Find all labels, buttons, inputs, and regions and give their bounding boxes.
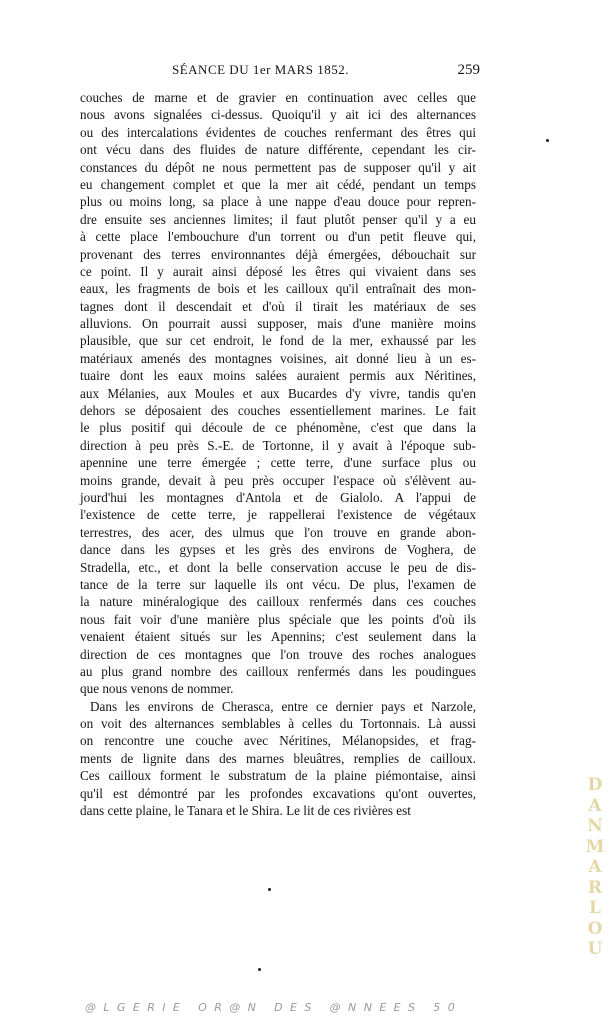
speck-mark — [546, 139, 549, 142]
side-stamp-letter: R — [587, 877, 603, 898]
side-stamp-letter: D — [587, 775, 603, 795]
text-line: apennine une terre émergée ; cette terre, d'une surface plus ou — [80, 455, 476, 471]
text-line: provenant des terres environnantes déjà émergées, débouchait sur — [80, 246, 476, 262]
text-line: qu'il est démontré par les profondes excavations qu'ont ouvertes, — [80, 785, 476, 801]
side-stamp-letter: M — [585, 836, 605, 857]
text-line: Ces cailloux forment le substratum de la plaine piémontaise, ainsi — [80, 768, 476, 784]
text-line: venaient étaient situés sur les Apennins; c'est seulement dans la — [80, 629, 476, 645]
text-line: Stradella, etc., et dont la belle conservation accuse le peu de dis- — [80, 559, 476, 575]
text-line: nous fait voir d'une manière plus spéciale que les points d'où ils — [80, 611, 476, 627]
running-head: SÉANCE DU 1er MARS 1852. — [172, 62, 350, 77]
side-stamp-letter: A — [588, 857, 602, 877]
speck-mark — [258, 968, 261, 971]
text-line: Dans les environs de Cherasca, entre ce dernier pays et Narzole, — [90, 698, 476, 714]
text-line: couches de marne et de gravier en continuation avec celles que — [80, 90, 476, 105]
text-line: constances du dépôt ne nous permettent pas de supposer qu'il y ait — [80, 159, 476, 175]
body-text — [80, 89, 476, 819]
text-line: la nature minéralogique des cailloux renfermés dans ces couches — [80, 594, 476, 610]
text-line: ou des intercalations évidentes de couches renfermant des êtres qui — [80, 124, 476, 140]
side-stamp-letter: L — [589, 898, 601, 918]
page-header — [80, 62, 480, 82]
text-line: on voit des alternances semblables à celles du Tortonnais. Là aussi — [80, 716, 476, 732]
text-line: le plus positif qui découle de ce phénomène, c'est que dans la — [80, 420, 476, 436]
speck-mark — [268, 888, 271, 891]
text-line: eaux, les fragments de bois et les cailloux qu'il entraînait des mon- — [80, 281, 476, 297]
text-line: matériaux amenés des montagnes voisines, ait donné lieu à un es- — [80, 350, 476, 366]
side-stamp-letter: A — [588, 795, 602, 816]
side-stamp-letter: U — [587, 939, 603, 959]
footer-watermark: @LGERIE OR@N DES @NNEES 50 — [85, 1001, 463, 1014]
text-line: terrestres, des acer, des ulmus que l'on trouve en grande abon- — [80, 524, 476, 540]
text-line: tance de la terre sur laquelle ils ont vécu. De plus, l'examen de — [80, 576, 476, 592]
text-line: tuaire dont les eaux moins salées auraient permis aux Néritines, — [80, 368, 476, 384]
side-stamp-letter: N — [587, 816, 603, 836]
text-line: tagnes dont il descendait et d'où il tirait les matériaux de ses — [80, 298, 476, 314]
text-line: au plus grand nombre des cailloux renfermés dans les poudingues — [80, 663, 476, 679]
page-number: 259 — [457, 62, 480, 78]
text-line: on rencontre une couche avec Néritines, Mélanopsides, et frag- — [80, 733, 476, 749]
text-line: ce point. Il y aurait ainsi déposé les êtres qui vivaient dans ses — [80, 263, 476, 279]
text-line: dans cette plaine, le Tanara et le Shira. Le lit de ces rivières est — [80, 803, 411, 819]
text-line: ments de lignite dans des marnes bleuâtres, remplies de cailloux. — [80, 750, 476, 766]
text-line: dance dans les gypses et les grès des environs de Voghera, de — [80, 542, 476, 558]
side-stamp — [587, 775, 603, 960]
text-line: dehors se déposaient des couches essentiellement marines. Le fait — [80, 403, 476, 419]
text-line: ont vécu dans des fluides de nature différente, cependant les cir- — [80, 142, 476, 158]
text-line: jourd'hui les montagnes d'Antola et de Gialolo. A l'appui de — [80, 489, 476, 505]
text-line: plus ou moins long, sa place à une nappe d'eau douce pour repren- — [80, 194, 476, 210]
text-line: plausible, que sur cet endroit, le fond de la mer, exhaussé par les — [80, 333, 476, 349]
text-line: direction de ces montagnes que l'on trouve des roches analogues — [80, 646, 476, 662]
text-line: eu changement complet et que la mer ait cédé, pendant un temps — [80, 176, 476, 192]
text-line: moins grande, devait à peu près occuper l'espace où s'élèvent au- — [80, 472, 476, 488]
text-line: à cette place l'embouchure d'un torrent ou d'un petit fleuve qui, — [80, 229, 476, 245]
text-line: direction à peu près S.-E. de Tortonne, il y avait à l'époque sub- — [80, 437, 476, 453]
paragraph — [80, 89, 476, 698]
text-line: que nous venons de nommer. — [80, 681, 234, 697]
text-line: nous avons signalées ci-dessus. Quoiqu'il y ait ici des alternances — [80, 107, 476, 123]
text-line: dre ensuite ses anciennes limites; il faut plutôt penser qu'il y a eu — [80, 211, 476, 227]
text-line: alluvions. On pourrait aussi supposer, mais d'une manière moins — [80, 316, 476, 332]
side-stamp-letter: O — [587, 918, 603, 939]
text-line: l'existence de cette terre, je rappellerai l'existence de végétaux — [80, 507, 476, 523]
text-line: aux Mélanies, aux Moules et aux Bucardes d'y vivre, tandis qu'en — [80, 385, 476, 401]
paragraph — [80, 698, 476, 820]
